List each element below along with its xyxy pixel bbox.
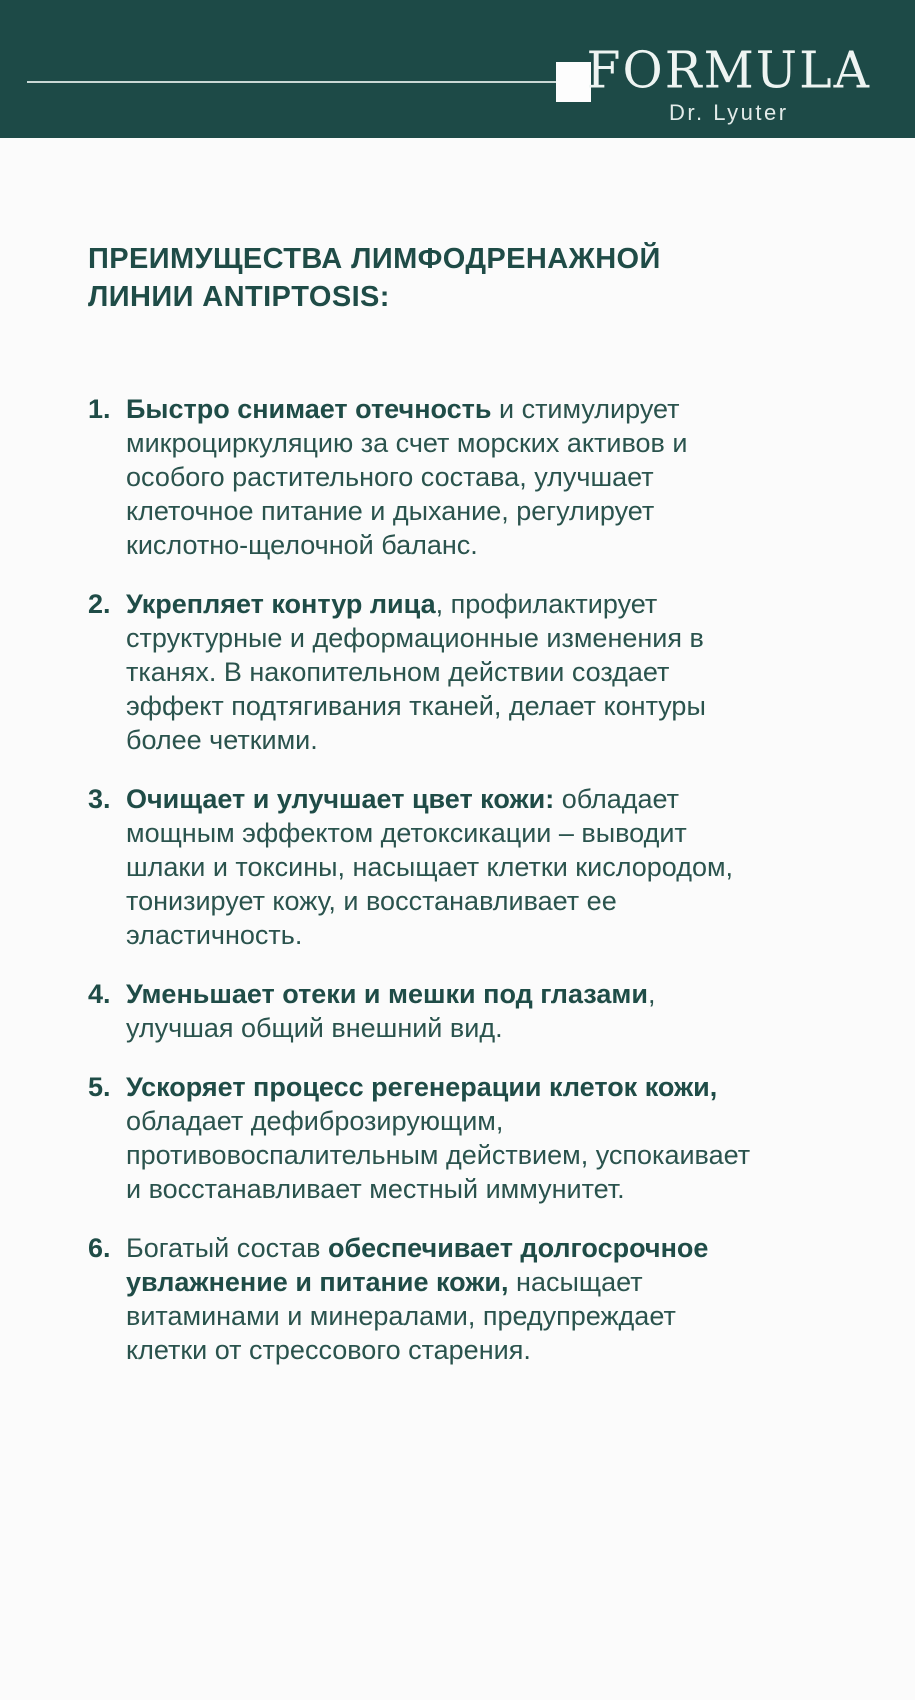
list-item-number: 3. bbox=[88, 784, 111, 814]
list-item-number: 4. bbox=[88, 979, 111, 1009]
list-item-number: 5. bbox=[88, 1072, 111, 1102]
list-item-text: Очищает и улучшает цвет кожи: обладает мощным эффектом детоксикации – выводит шлаки и токсины, насыщает клетки кислородом, тонизирует кожу, и восстанавливает ее эластичность. bbox=[126, 784, 734, 950]
content bbox=[0, 240, 915, 1367]
page-title bbox=[88, 240, 827, 316]
list-item bbox=[88, 1231, 760, 1367]
list-item bbox=[88, 587, 760, 757]
title-line-1: ПРЕИМУЩЕСТВА ЛИМФОДРЕНАЖНОЙ bbox=[88, 243, 661, 275]
list-item-text: Уменьшает отеки и мешки под глазами, улучшая общий внешний вид. bbox=[126, 979, 656, 1043]
horizontal-divider-line bbox=[27, 81, 556, 83]
list-item bbox=[88, 782, 760, 952]
list-item-text: Укрепляет контур лица, профилактирует структурные и деформационные изменения в тканях. В накопительном действии создает эффект подтягивания тканей, делает контуры более четкими. bbox=[126, 589, 706, 755]
title-line-2: ЛИНИИ ANTIPTOSIS: bbox=[88, 281, 390, 313]
list-item-text: Ускоряет процесс регенерации клеток кожи, обладает дефиброзирующим, противовоспалительным действием, успокаивает и восстанавливает местный иммунитет. bbox=[126, 1072, 751, 1204]
list-item bbox=[88, 977, 760, 1045]
list-item-text: Быстро снимает отечность и стимулирует микроциркуляцию за счет морских активов и особого растительного состава, улучшает клеточное питание и дыхание, регулирует кислотно-щелочной баланс. bbox=[126, 394, 688, 560]
list-item bbox=[88, 392, 760, 562]
list-item bbox=[88, 1070, 760, 1206]
brand-logo bbox=[586, 40, 871, 126]
benefits-list bbox=[88, 392, 760, 1367]
list-item-number: 2. bbox=[88, 589, 111, 619]
brand-subtitle: Dr. Lyuter bbox=[668, 100, 789, 125]
list-item-number: 6. bbox=[88, 1233, 111, 1263]
brand-name: FORMULA bbox=[586, 40, 871, 101]
list-item-number: 1. bbox=[88, 394, 111, 424]
list-item-text: Богатый состав обеспечивает долгосрочное увлажнение и питание кожи, насыщает витаминами и минералами, предупреждает клетки от стрессового старения. bbox=[126, 1233, 709, 1365]
header bbox=[0, 0, 915, 138]
